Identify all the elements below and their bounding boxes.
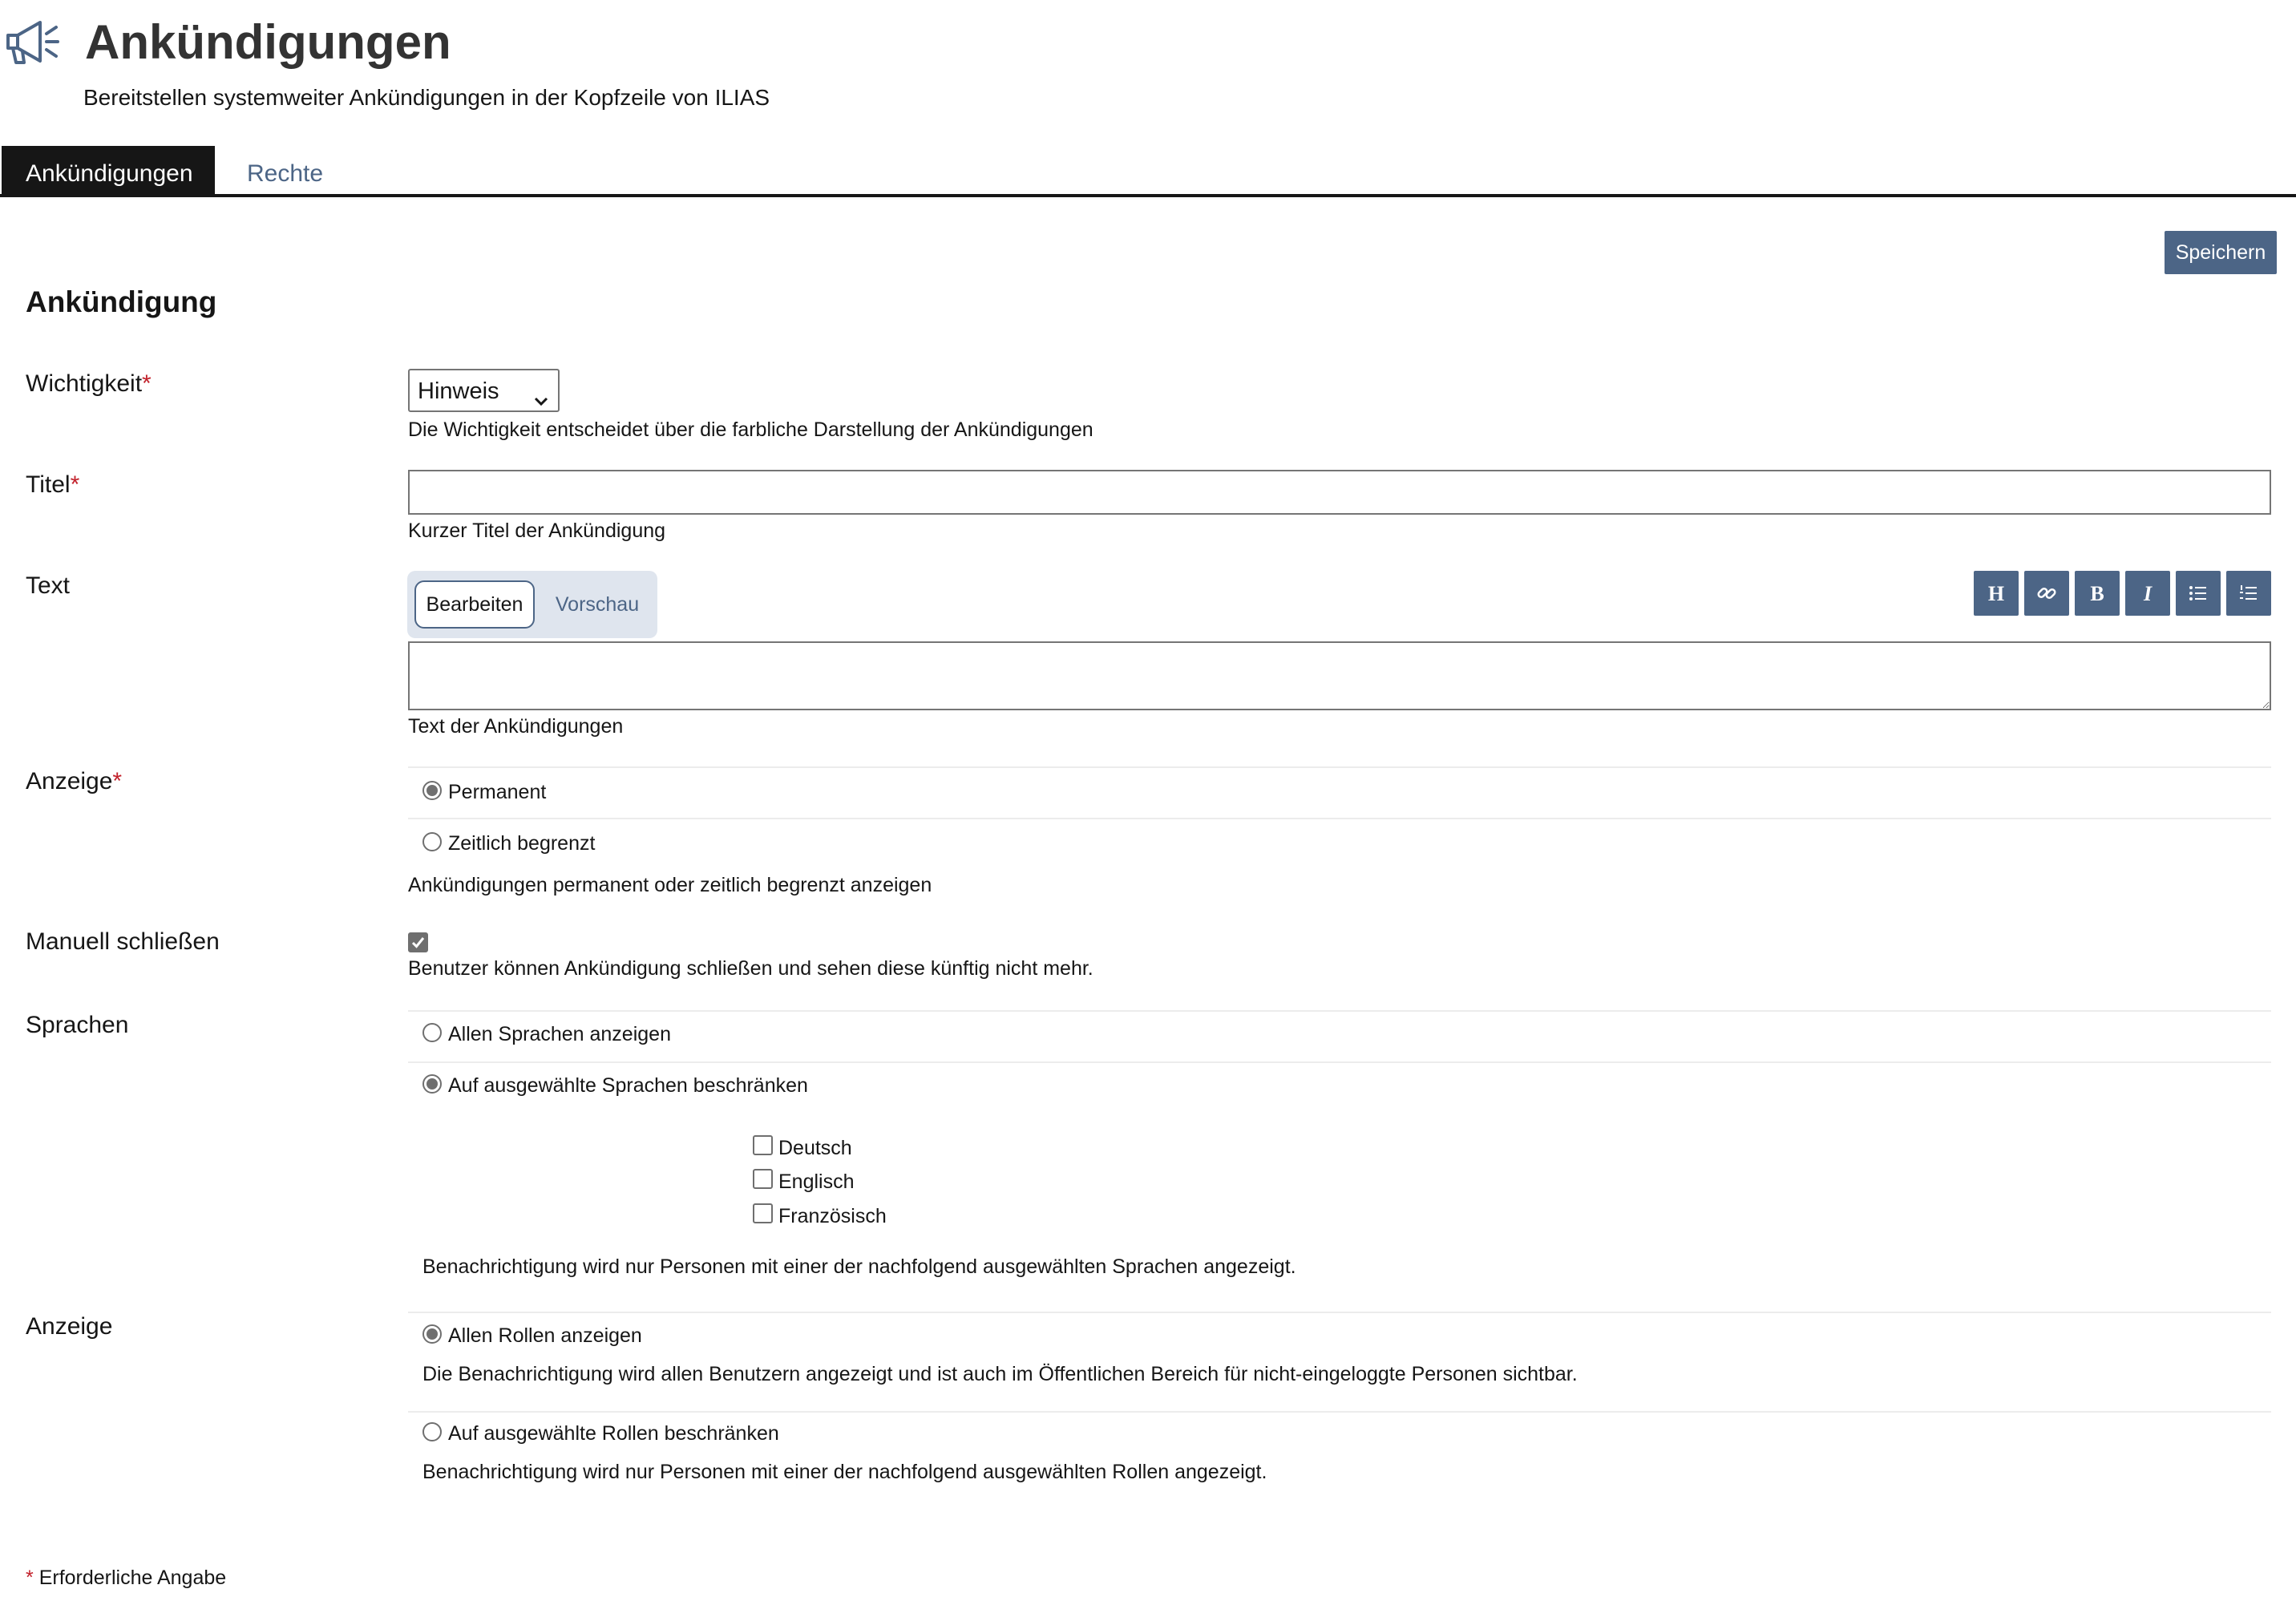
option-label: Allen Sprachen anzeigen bbox=[448, 1023, 671, 1045]
radio-time-limited[interactable] bbox=[422, 832, 442, 851]
page-title: Ankündigungen bbox=[85, 15, 451, 69]
numbered-list-button[interactable] bbox=[2226, 571, 2271, 616]
preview-mode-button[interactable]: Vorschau bbox=[555, 593, 640, 616]
italic-icon bbox=[2136, 581, 2160, 605]
option-byline: Benachrichtigung wird nur Personen mit einer der nachfolgend ausgewählten Rollen angezeigt. bbox=[422, 1461, 1267, 1483]
importance-byline: Die Wichtigkeit entscheidet über die farbliche Darstellung der Ankündigungen bbox=[408, 418, 1093, 441]
heading-button[interactable] bbox=[1974, 571, 2019, 616]
radio-all-roles[interactable] bbox=[422, 1324, 442, 1344]
display-label-text: Anzeige bbox=[26, 768, 113, 794]
link-icon bbox=[2035, 581, 2059, 605]
option-label: Allen Rollen anzeigen bbox=[448, 1324, 642, 1347]
importance-select[interactable] bbox=[408, 369, 560, 412]
tab-announcements[interactable]: Ankündigungen bbox=[2, 146, 215, 194]
importance-selected-value: Hinweis bbox=[418, 378, 499, 404]
option-label: Auf ausgewählte Rollen beschränken bbox=[448, 1422, 779, 1445]
bold-button[interactable] bbox=[2075, 571, 2120, 616]
importance-label bbox=[26, 370, 152, 398]
checkmark-icon bbox=[410, 934, 426, 951]
bullet-list-icon bbox=[2186, 581, 2210, 605]
italic-button[interactable] bbox=[2125, 571, 2170, 616]
tab-bar bbox=[0, 146, 2296, 197]
required-marker: * bbox=[142, 370, 152, 397]
bullet-list-button[interactable] bbox=[2176, 571, 2221, 616]
language-label-deutsch: Deutsch bbox=[778, 1137, 852, 1159]
title-label bbox=[26, 471, 79, 499]
svg-text:I: I bbox=[2143, 582, 2152, 605]
option-byline: Die Benachrichtigung wird allen Benutzern angezeigt und ist auch im Öffentlichen Bereich für nicht-eingeloggte Personen sichtbar. bbox=[422, 1363, 1578, 1385]
heading-icon bbox=[1984, 581, 2008, 605]
language-label-englisch: Englisch bbox=[778, 1170, 855, 1193]
importance-label-text: Wichtigkeit bbox=[26, 370, 143, 397]
form-section-title: Ankündigung bbox=[26, 285, 217, 318]
option-label: Permanent bbox=[448, 781, 547, 803]
markdown-toolbar bbox=[1974, 571, 2271, 616]
title-byline: Kurzer Titel der Ankündigung bbox=[408, 520, 666, 542]
option-label: Auf ausgewählte Sprachen beschränken bbox=[448, 1074, 808, 1097]
title-label-text: Titel bbox=[26, 471, 71, 498]
required-field-note bbox=[26, 1567, 226, 1590]
radio-restricted-languages[interactable] bbox=[422, 1074, 442, 1094]
bold-icon bbox=[2085, 581, 2109, 605]
language-checkbox-franzoesisch[interactable] bbox=[753, 1203, 773, 1223]
markdown-view-control bbox=[407, 571, 657, 638]
languages-label: Sprachen bbox=[26, 1012, 129, 1038]
display-label bbox=[26, 768, 122, 795]
language-checkbox-englisch[interactable] bbox=[753, 1169, 773, 1189]
page-header bbox=[5, 14, 451, 71]
languages-option-restricted bbox=[408, 1061, 2271, 1312]
option-label: Zeitlich begrenzt bbox=[448, 832, 596, 855]
megaphone-icon bbox=[5, 16, 72, 69]
manual-close-byline: Benutzer können Ankündigung schließen und sehen diese künftig nicht mehr. bbox=[408, 957, 1093, 980]
roles-option-all bbox=[408, 1312, 2271, 1411]
radio-permanent[interactable] bbox=[422, 781, 442, 800]
roles-option-restricted bbox=[408, 1411, 2271, 1507]
title-input[interactable] bbox=[408, 470, 2271, 515]
link-button[interactable] bbox=[2024, 571, 2069, 616]
required-marker: * bbox=[70, 471, 80, 498]
svg-text:H: H bbox=[1987, 582, 2005, 605]
required-marker: * bbox=[26, 1567, 34, 1589]
text-textarea[interactable] bbox=[408, 641, 2271, 710]
languages-sub-byline: Benachrichtigung wird nur Personen mit einer der nachfolgend ausgewählten Sprachen angezeigt. bbox=[422, 1255, 1296, 1278]
radio-all-languages[interactable] bbox=[422, 1023, 442, 1042]
svg-text:B: B bbox=[2090, 582, 2104, 605]
radio-restricted-roles[interactable] bbox=[422, 1422, 442, 1441]
manual-close-label: Manuell schließen bbox=[26, 928, 220, 955]
manual-close-checkbox[interactable] bbox=[408, 932, 428, 952]
numbered-list-icon bbox=[2237, 581, 2261, 605]
language-label-franzoesisch: Französisch bbox=[778, 1205, 887, 1227]
languages-option-all bbox=[408, 1010, 2271, 1061]
roles-label: Anzeige bbox=[26, 1313, 113, 1340]
tab-permissions[interactable]: Rechte bbox=[247, 160, 324, 187]
display-byline: Ankündigungen permanent oder zeitlich begrenzt anzeigen bbox=[408, 874, 932, 896]
required-marker: * bbox=[112, 768, 123, 794]
text-label: Text bbox=[26, 572, 71, 599]
chevron-down-icon bbox=[532, 382, 550, 399]
save-button[interactable]: Speichern bbox=[2165, 231, 2277, 274]
required-note-text: Erforderliche Angabe bbox=[38, 1567, 227, 1589]
language-checkbox-deutsch[interactable] bbox=[753, 1135, 773, 1155]
page-description: Bereitstellen systemweiter Ankündigungen in der Kopfzeile von ILIAS bbox=[83, 85, 770, 110]
edit-mode-button[interactable]: Bearbeiten bbox=[414, 580, 535, 629]
text-byline: Text der Ankündigungen bbox=[408, 715, 624, 738]
display-option-permanent bbox=[408, 766, 2271, 818]
